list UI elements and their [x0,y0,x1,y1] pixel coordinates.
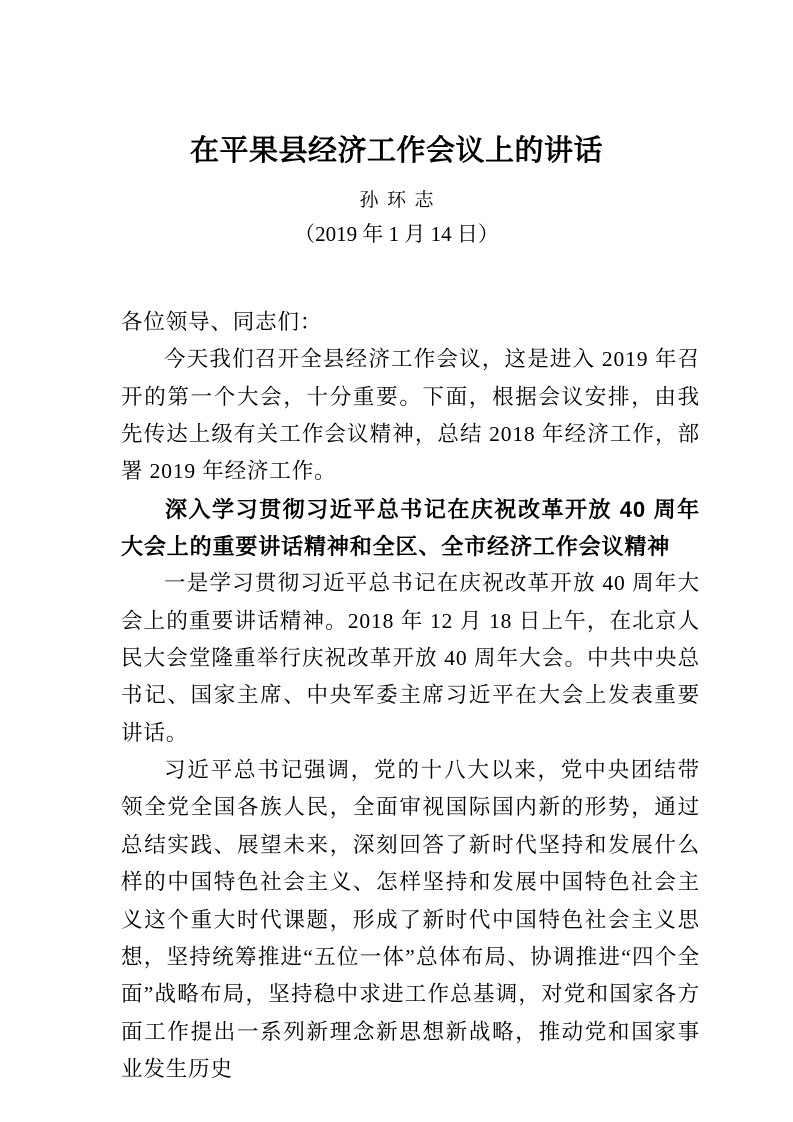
document-body [121,304,700,1088]
section-heading: 深入学习贯彻习近平总书记在庆祝改革开放 40 周年大会上的重要讲话精神和全区、全市经济工作会议精神 [121,496,700,560]
document-author: 孙环志 [359,190,443,211]
document-date: （2019 年 1 月 14 日） [294,222,499,246]
document-title: 在平果县经济工作会议上的讲话 [189,135,603,167]
body-paragraph: 各位领导、同志们： [121,310,323,334]
body-paragraph: 习近平总书记强调，党的十八大以来，党中央团结带领全党全国各族人民，全面审视国际国内新的形势，通过总结实践、展望未来，深刻回答了新时代坚持和发展什么样的中国特色社会主义、怎样坚持和发展中国特色社会主义这个重大时代课题，形成了新时代中国特色社会主义思想，坚持统筹推进“五位一体”总体布局、协调推进“四个全面”战略布局，坚持稳中求进工作总基调，对党和国家各方面工作提出一系列新理念新思想新战略，推动党和国家事业发生历史 [121,758,700,1081]
body-paragraph: 一是学习贯彻习近平总书记在庆祝改革开放 40 周年大会上的重要讲话精神。2018 年 12 月 18 日上午，在北京人民大会堂隆重举行庆祝改革开放 40 周年大会。中共中央总书记、国家主席、中央军委主席习近平在大会上发表重要讲话。 [121,571,700,745]
body-paragraph: 今天我们召开全县经济工作会议，这是进入 2019 年召开的第一个大会，十分重要。下面，根据会议安排，由我先传达上级有关工作会议精神，总结 2018 年经济工作，部署 2019 年经济工作。 [121,347,700,484]
